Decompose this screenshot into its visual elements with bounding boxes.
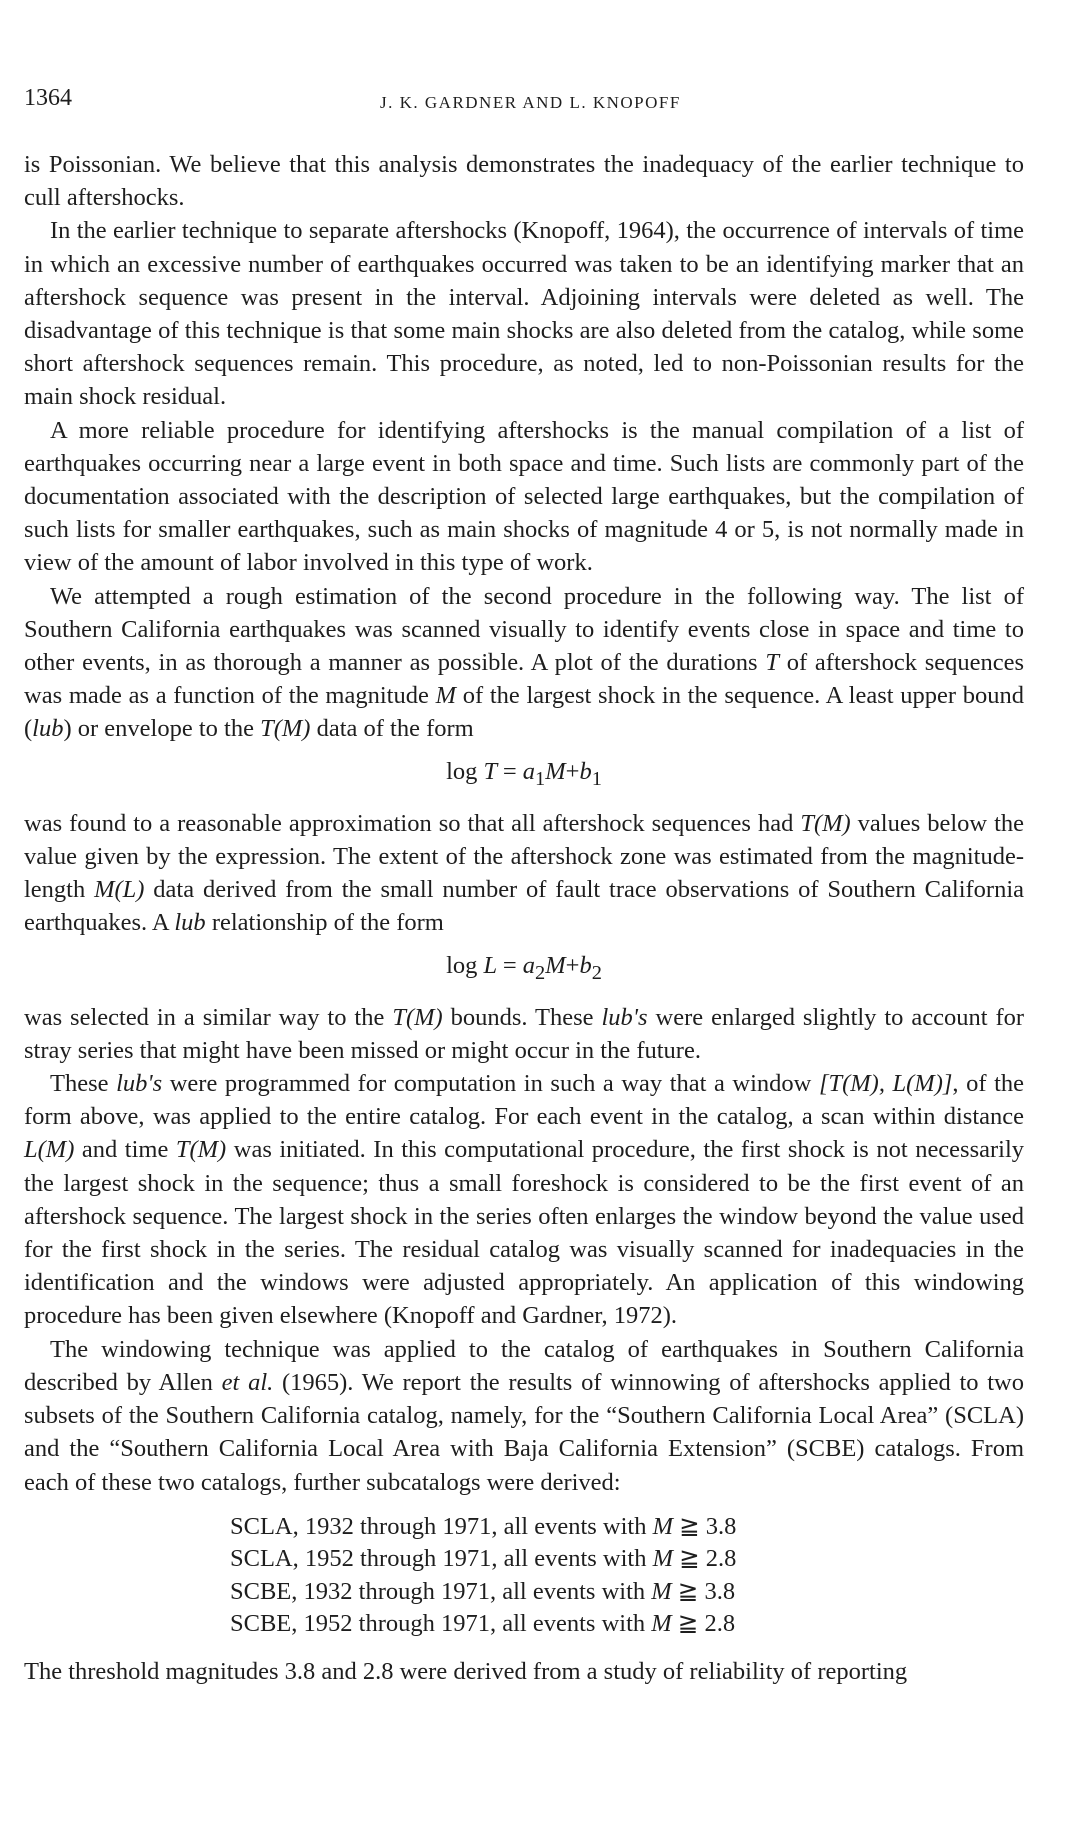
paragraph-5: was found to a reasonable approximation so that all aftershock sequences had T(M) values below the value given by the expression. The extent of the aftershock zone was estimated from the magnitude-length M(L) data derived from the small number of fault trace observations of Southern California earthquakes. A lub relationship of the form bbox=[24, 809, 1025, 937]
paragraph-6: was selected in a similar way to the T(M) bounds. These lub's were enlarged slightly to account for stray series that might have been missed or might occur in the future. bbox=[24, 1003, 1025, 1064]
lub-term: lub bbox=[32, 715, 64, 743]
paragraph-4: We attempted a rough estimation of the second procedure in the following way. The list of Southern California earthquakes was scanned visually to identify events close in space and time to other events, in as thorough a manner as possible. A plot of the durations T of aftershock sequences was made as a function of the magnitude M of the largest shock in the sequence. A least upper bound (lub) or envelope to the T(M) data of the form bbox=[24, 582, 1025, 743]
subcatalog-item: SCLA, 1952 through 1971, all events with M ≧ 2.8 bbox=[230, 1545, 737, 1573]
paragraph-1: is Poissonian. We believe that this analysis demonstrates the inadequacy of the earlier technique to cull aftershocks. bbox=[24, 151, 1024, 212]
page-header bbox=[24, 82, 1024, 116]
equation-duration: $\log T = a_1M+b_1$ bbox=[446, 757, 602, 790]
paragraph-2: In the earlier technique to separate aftershocks (Knopoff, 1964), the occurrence of intervals of time in which an excessive number of earthquakes occurred was taken to be an identifying marker that an aftershock sequence was present in the interval. Adjoining intervals were deleted as well. The disadvantage of this technique is that some main shocks are also deleted from the catalog, while some short aftershock sequences remain. This procedure, as noted, led to non-Poissonian results for the main shock residual. bbox=[24, 217, 1024, 411]
paragraph-8: The windowing technique was applied to the catalog of earthquakes in Southern California described by Allen et al. (1965). We report the results of winnowing of aftershocks applied to two subsets of the Southern California catalog, namely, for the “Southern California Local Area” (SCLA) and the “Southern California Local Area with Baja California Extension” (SCBE) catalogs. From each of these two catalogs, further subcatalogs were derived: bbox=[24, 1335, 1025, 1496]
article-body bbox=[24, 148, 1024, 1688]
var-TM: T(M) bbox=[260, 715, 311, 743]
var-M: M bbox=[435, 682, 456, 710]
subcatalog-list bbox=[24, 1511, 1024, 1641]
var-T: T bbox=[765, 649, 779, 677]
paragraph-3: A more reliable procedure for identifying aftershocks is the manual compilation of a list of earthquakes occurring near a large event in both space and time. Such lists are commonly part of the documentation associated with the description of selected large earthquakes, but the compilation of such lists for smaller earthquakes, such as main shocks of magnitude 4 or 5, is not normally made in view of the amount of labor involved in this type of work. bbox=[24, 416, 1024, 577]
running-head: J. K. GARDNER AND L. KNOPOFF bbox=[380, 93, 681, 112]
paragraph-7: These lub's were programmed for computation in such a way that a window [T(M), L(M)], of the form above, was applied to the entire catalog. For each event in the catalog, a scan within distance L(M) and time T(M) was initiated. In this computational procedure, the first shock is not necessarily the largest shock in the sequence; thus a small foreshock is considered to be the first event of an aftershock sequence. The largest shock in the series often enlarges the window beyond the value used for the first shock in the series. The residual catalog was visually scanned for inadequacies in the identification and the windows were adjusted appropriately. An application of this windowing procedure has been given elsewhere (Knopoff and Gardner, 1972). bbox=[24, 1070, 1025, 1330]
page-number: 1364 bbox=[24, 85, 72, 111]
subcatalog-item: SCLA, 1932 through 1971, all events with M ≧ 3.8 bbox=[230, 1512, 737, 1540]
subcatalog-item: SCBE, 1952 through 1971, all events with M ≧ 2.8 bbox=[230, 1610, 736, 1638]
paragraph-9: The threshold magnitudes 3.8 and 2.8 were derived from a study of reliability of reporting bbox=[24, 1657, 908, 1685]
equation-length: $\log L = a_2M+b_2$ bbox=[446, 951, 602, 984]
subcatalog-item: SCBE, 1932 through 1971, all events with M ≧ 3.8 bbox=[230, 1577, 736, 1605]
